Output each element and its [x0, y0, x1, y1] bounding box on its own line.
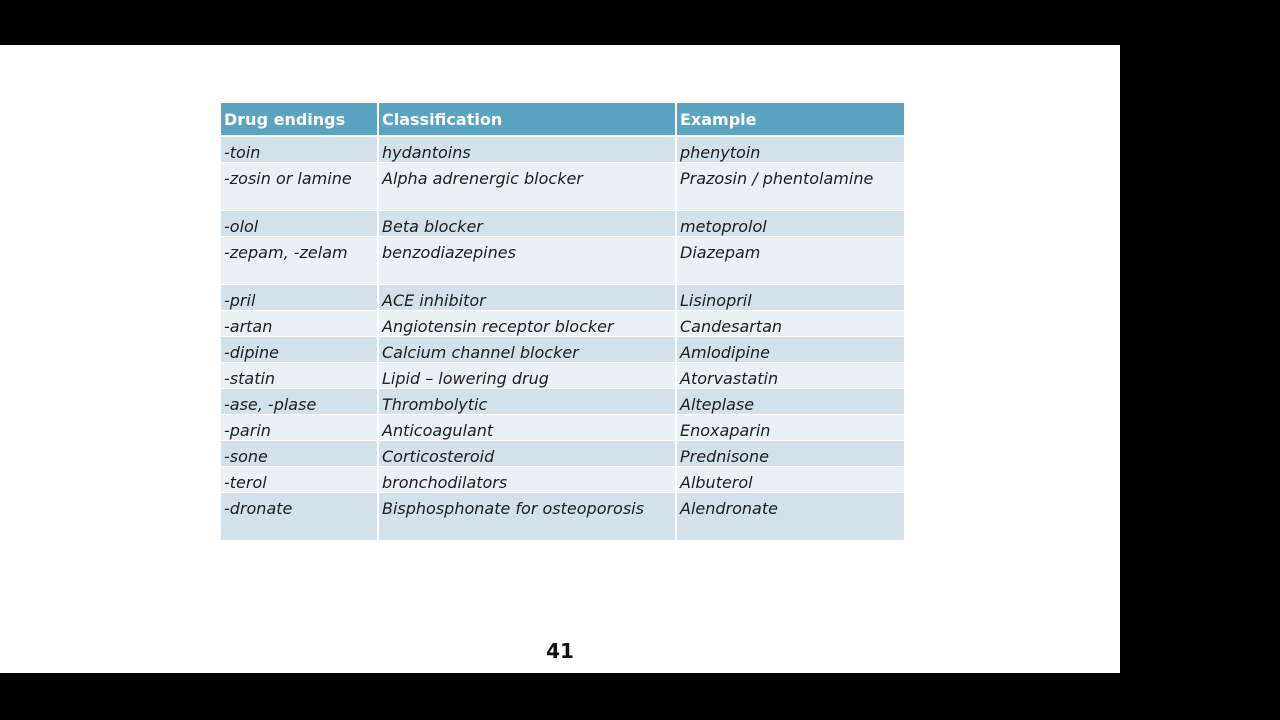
drug-ending-cell: -ase, -plase — [221, 389, 378, 415]
header-example: Example — [676, 103, 904, 136]
example-cell: Candesartan — [676, 311, 904, 337]
example-cell: Amlodipine — [676, 337, 904, 363]
drug-ending-cell: -olol — [221, 211, 378, 237]
table-row — [221, 415, 904, 441]
example-cell: Atorvastatin — [676, 363, 904, 389]
classification-cell: Corticosteroid — [378, 441, 676, 467]
drug-ending-cell: -zepam, -zelam — [221, 237, 378, 285]
table-row — [221, 136, 904, 163]
table-row — [221, 285, 904, 311]
classification-cell: benzodiazepines — [378, 237, 676, 285]
drug-ending-cell: -terol — [221, 467, 378, 493]
example-cell: phenytoin — [676, 136, 904, 163]
classification-cell: Thrombolytic — [378, 389, 676, 415]
table-row — [221, 389, 904, 415]
classification-cell: hydantoins — [378, 136, 676, 163]
example-cell: Prazosin / phentolamine — [676, 163, 904, 211]
classification-cell: bronchodilators — [378, 467, 676, 493]
classification-cell: Lipid – lowering drug — [378, 363, 676, 389]
example-cell: Lisinopril — [676, 285, 904, 311]
table-row — [221, 441, 904, 467]
table-row — [221, 467, 904, 493]
table-row — [221, 337, 904, 363]
example-cell: metoprolol — [676, 211, 904, 237]
table-row — [221, 163, 904, 211]
drug-ending-cell: -artan — [221, 311, 378, 337]
drug-ending-cell: -sone — [221, 441, 378, 467]
drug-endings-table — [221, 103, 904, 541]
table-header-row — [221, 103, 904, 136]
classification-cell: ACE inhibitor — [378, 285, 676, 311]
classification-cell: Beta blocker — [378, 211, 676, 237]
classification-cell: Angiotensin receptor blocker — [378, 311, 676, 337]
header-drug-endings: Drug endings — [221, 103, 378, 136]
drug-ending-cell: -toin — [221, 136, 378, 163]
table-row — [221, 237, 904, 285]
drug-ending-cell: -statin — [221, 363, 378, 389]
example-cell: Alendronate — [676, 493, 904, 541]
example-cell: Diazepam — [676, 237, 904, 285]
table-row — [221, 363, 904, 389]
header-classification: Classification — [378, 103, 676, 136]
drug-ending-cell: -zosin or lamine — [221, 163, 378, 211]
example-cell: Enoxaparin — [676, 415, 904, 441]
example-cell: Albuterol — [676, 467, 904, 493]
table-row — [221, 311, 904, 337]
slide — [0, 45, 1120, 673]
example-cell: Prednisone — [676, 441, 904, 467]
classification-cell: Calcium channel blocker — [378, 337, 676, 363]
classification-cell: Anticoagulant — [378, 415, 676, 441]
drug-ending-cell: -parin — [221, 415, 378, 441]
page-number: 41 — [546, 639, 574, 663]
drug-ending-cell: -dipine — [221, 337, 378, 363]
drug-ending-cell: -pril — [221, 285, 378, 311]
drug-ending-cell: -dronate — [221, 493, 378, 541]
classification-cell: Alpha adrenergic blocker — [378, 163, 676, 211]
table-row — [221, 211, 904, 237]
example-cell: Alteplase — [676, 389, 904, 415]
classification-cell: Bisphosphonate for osteoporosis — [378, 493, 676, 541]
table-row — [221, 493, 904, 541]
